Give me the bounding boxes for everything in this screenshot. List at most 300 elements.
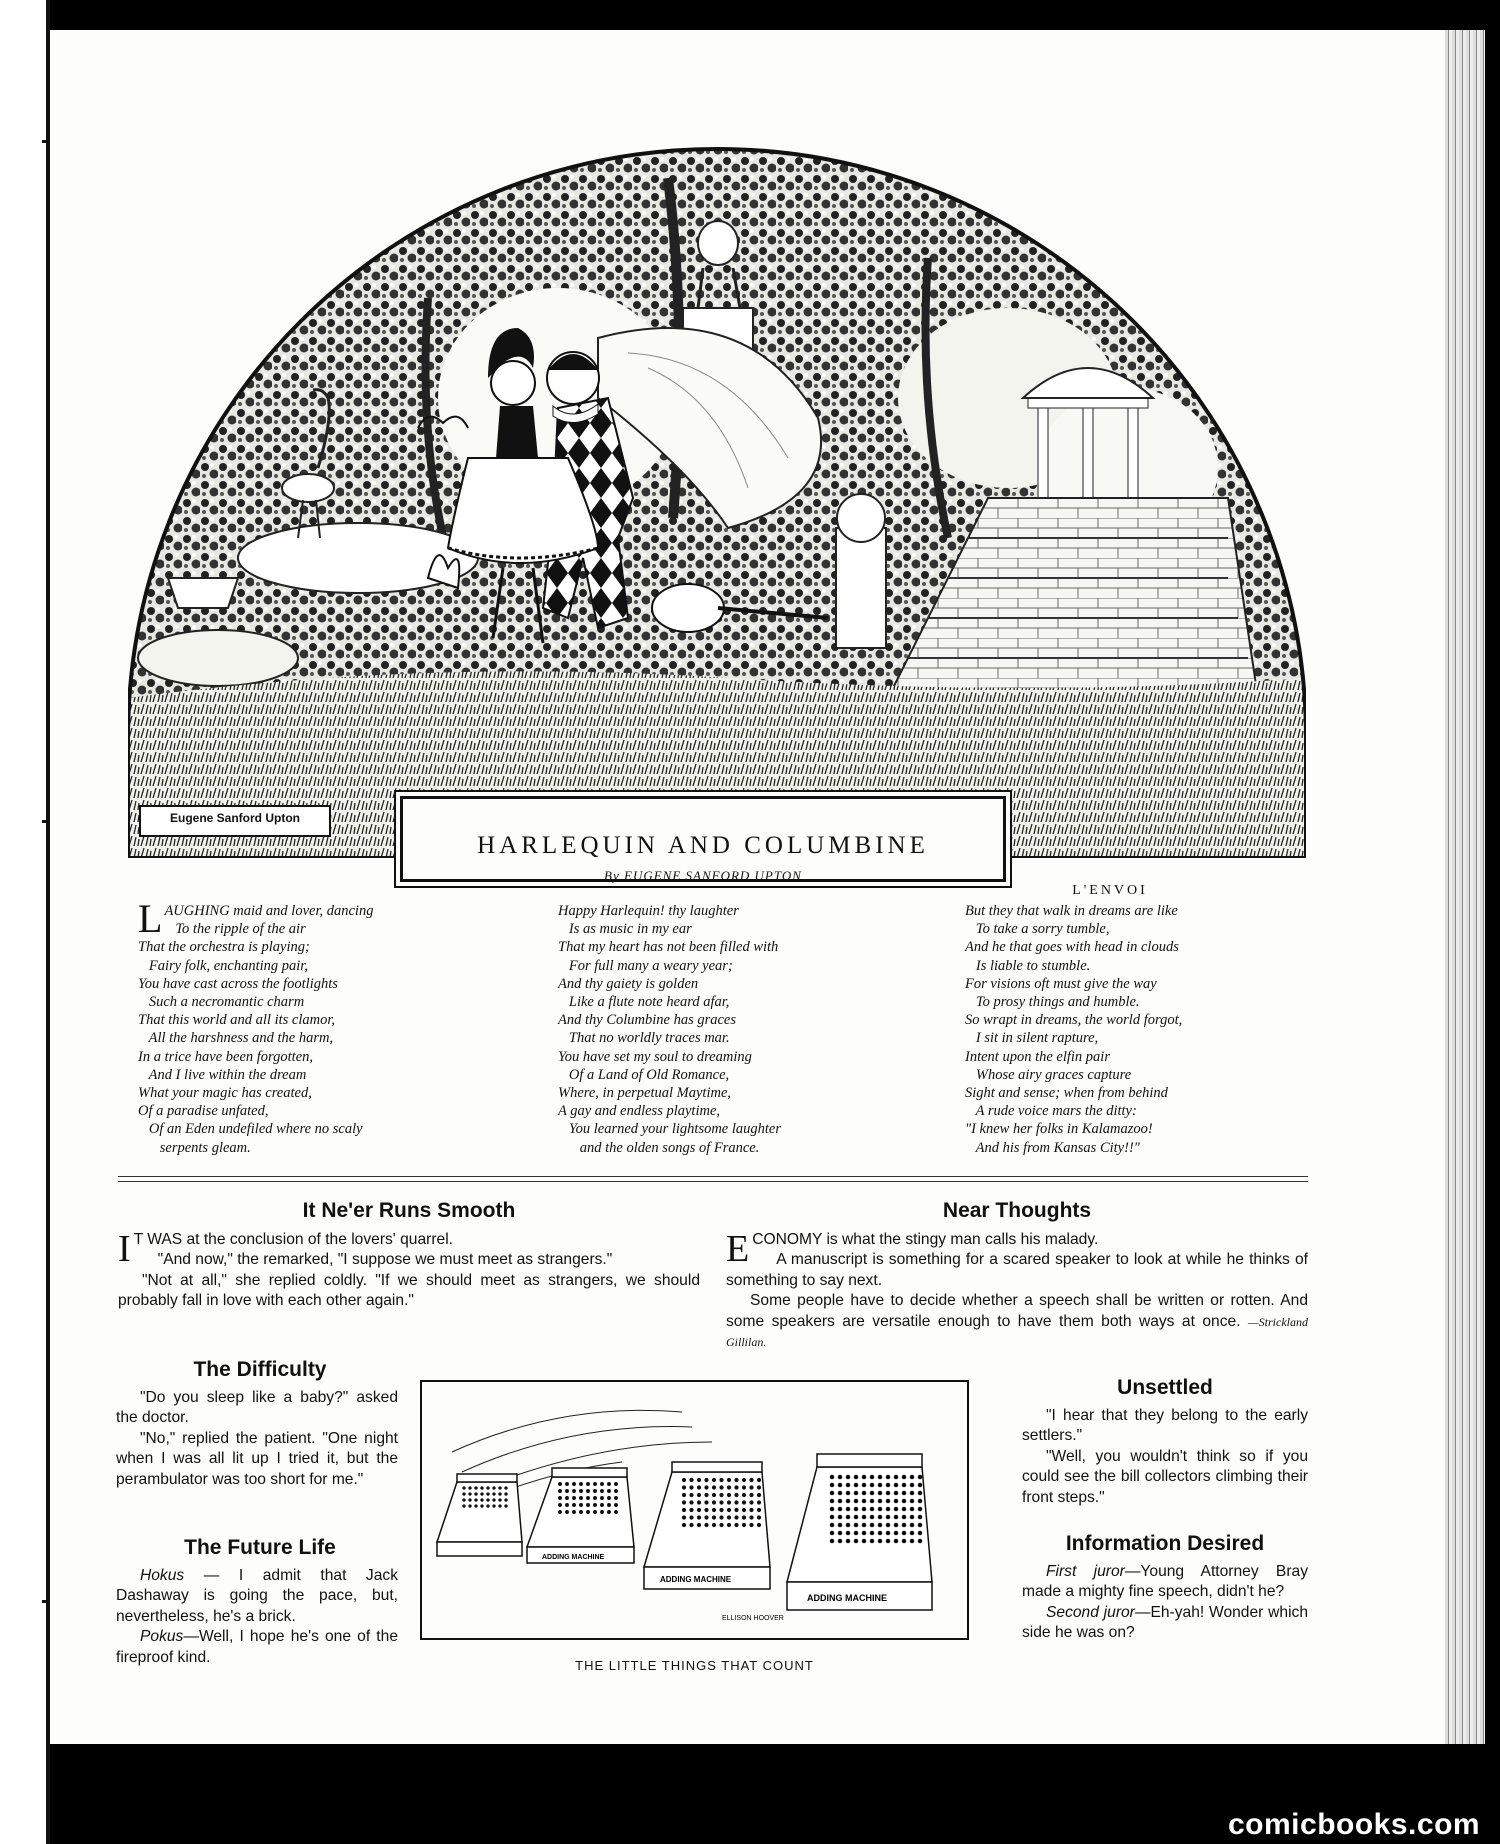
machine-key: [607, 1503, 611, 1507]
machine-key: [862, 1483, 866, 1487]
machine-key: [910, 1475, 914, 1479]
machine-key: [870, 1507, 874, 1511]
machine-key: [712, 1523, 716, 1527]
machine-key: [600, 1503, 604, 1507]
machine-key: [474, 1486, 477, 1489]
machine-key: [565, 1489, 569, 1493]
machine-key: [586, 1489, 590, 1493]
machine-key: [504, 1498, 507, 1501]
machine-key: [830, 1539, 834, 1543]
machine-key: [830, 1531, 834, 1535]
machine-key: [593, 1489, 597, 1493]
machine-key: [846, 1539, 850, 1543]
machine-key: [558, 1503, 562, 1507]
machine-key: [886, 1475, 890, 1479]
machine-key: [846, 1515, 850, 1519]
machine-key: [704, 1523, 708, 1527]
machine-key: [586, 1510, 590, 1514]
machine-key: [886, 1491, 890, 1495]
machine-key: [704, 1478, 708, 1482]
machine-key: [697, 1493, 701, 1497]
machine-key: [830, 1475, 834, 1479]
article-future-life: [116, 1566, 398, 1668]
machine-key: [607, 1496, 611, 1500]
speaker-name: Pokus: [140, 1628, 184, 1646]
machine-key: [558, 1489, 562, 1493]
machine-key: [498, 1504, 501, 1507]
machine-key: [742, 1478, 746, 1482]
machine-key: [894, 1499, 898, 1503]
machine-key: [878, 1539, 882, 1543]
dropcap: I: [118, 1228, 131, 1270]
machine-key: [878, 1475, 882, 1479]
machine-key: [462, 1504, 465, 1507]
machine-key: [830, 1523, 834, 1527]
machine-key: [742, 1485, 746, 1489]
machine-key: [614, 1510, 618, 1514]
machine-key: [734, 1478, 738, 1482]
machine-key: [838, 1531, 842, 1535]
machine-key: [862, 1531, 866, 1535]
machine-key: [854, 1491, 858, 1495]
machine-key: [607, 1510, 611, 1514]
machine-key: [757, 1508, 761, 1512]
machine-key: [579, 1482, 583, 1486]
machine-key: [918, 1499, 922, 1503]
machine-key: [504, 1486, 507, 1489]
machine-key: [727, 1485, 731, 1489]
machine-key: [918, 1515, 922, 1519]
machine-key: [878, 1531, 882, 1535]
machine-key: [870, 1515, 874, 1519]
machine-key: [704, 1493, 708, 1497]
machine-key: [910, 1499, 914, 1503]
machine-key: [607, 1482, 611, 1486]
machine-key: [870, 1475, 874, 1479]
machine-key: [600, 1510, 604, 1514]
machine-key: [894, 1507, 898, 1511]
machine-key: [697, 1508, 701, 1512]
machine-key: [614, 1489, 618, 1493]
machine-key: [830, 1483, 834, 1487]
machine-key: [742, 1523, 746, 1527]
machine-key: [862, 1499, 866, 1503]
machine-key: [712, 1508, 716, 1512]
article-title: Unsettled: [1117, 1376, 1213, 1399]
machine-key: [579, 1496, 583, 1500]
machine-key: [682, 1485, 686, 1489]
machine-key: [886, 1539, 890, 1543]
machine-key: [749, 1493, 753, 1497]
machine-key: [742, 1515, 746, 1519]
machine-key: [719, 1508, 723, 1512]
machine-key: [474, 1504, 477, 1507]
machine-key: [682, 1515, 686, 1519]
machine-key: [902, 1515, 906, 1519]
article-title: The Difficulty: [193, 1358, 327, 1381]
machine-key: [757, 1493, 761, 1497]
machine-key: [838, 1507, 842, 1511]
machine-key: [682, 1478, 686, 1482]
article-difficulty: [116, 1388, 398, 1490]
machine-key: [697, 1523, 701, 1527]
machine-key: [918, 1491, 922, 1495]
machine-key: [918, 1483, 922, 1487]
machine-key: [565, 1496, 569, 1500]
machine-key: [480, 1504, 483, 1507]
machine-key: [614, 1496, 618, 1500]
machine-key: [689, 1500, 693, 1504]
machine-key: [579, 1503, 583, 1507]
machine-key: [697, 1500, 701, 1504]
machine-key: [838, 1499, 842, 1503]
machine-key: [719, 1523, 723, 1527]
machine-key: [492, 1498, 495, 1501]
author-credit: —Strickland Gillilan.: [726, 1314, 1308, 1350]
machine-key: [734, 1515, 738, 1519]
machine-key: [600, 1496, 604, 1500]
machine-key: [862, 1515, 866, 1519]
machine-key: [712, 1515, 716, 1519]
paragraph: "No," replied the patient. "One night when I was all lit up I tried it, but the perambulator was too short for me.": [116, 1429, 398, 1488]
machine-key: [689, 1478, 693, 1482]
machine-key: [492, 1504, 495, 1507]
machine-key: [586, 1503, 590, 1507]
machine-key: [870, 1499, 874, 1503]
speaker-name: Second juror: [1046, 1603, 1135, 1621]
machine-key: [498, 1498, 501, 1501]
paragraph: "And now," the remarked, "I suppose we must meet as strangers.": [157, 1251, 613, 1269]
article-near-thoughts: [726, 1230, 1308, 1352]
left-page-edge: [0, 0, 48, 1844]
machine-key: [712, 1478, 716, 1482]
machine-key: [682, 1523, 686, 1527]
machine-key: [492, 1486, 495, 1489]
machine-key: [586, 1482, 590, 1486]
machine-key: [727, 1500, 731, 1504]
machine-key: [878, 1491, 882, 1495]
machine-key: [854, 1515, 858, 1519]
machine-key: [830, 1491, 834, 1495]
machine-key: [504, 1504, 507, 1507]
machine-key: [572, 1503, 576, 1507]
machine-key: [704, 1485, 708, 1489]
poem-title: HARLEQUIN AND COLUMBINE: [477, 832, 929, 859]
machine-key: [742, 1493, 746, 1497]
machine-key: [830, 1507, 834, 1511]
machine-key: [838, 1515, 842, 1519]
poem-column-1: [138, 896, 483, 1157]
machine-key: [742, 1508, 746, 1512]
machine-key: [886, 1507, 890, 1511]
machine-key: [486, 1492, 489, 1495]
poem-column-2: Happy Harlequin! thy laughter Is as music in my ear That my heart has not been filled with For full many a weary year; And thy gaiety is golden Like a flute note heard afar, And thy Columbine has graces That no worldly traces mar. You have set my soul to dreaming Of a Land of Old Romance, Where, in perpetual Maytime, A gay and endless playtime, You learned your lightsome laughter and the olden songs of France.: [558, 903, 782, 1156]
machine-key: [712, 1485, 716, 1489]
machine-key: [830, 1499, 834, 1503]
machine-key: [894, 1515, 898, 1519]
machine-key: [486, 1486, 489, 1489]
machine-key: [697, 1515, 701, 1519]
machine-key: [870, 1483, 874, 1487]
machine-key: [757, 1500, 761, 1504]
machine-key: [712, 1500, 716, 1504]
machine-key: [565, 1482, 569, 1486]
machine-key: [689, 1485, 693, 1489]
paragraph: T WAS at the conclusion of the lovers' quarrel.: [133, 1231, 453, 1248]
machine-key: [558, 1482, 562, 1486]
machine-key: [727, 1478, 731, 1482]
machine-key: [719, 1515, 723, 1519]
machine-key: [886, 1499, 890, 1503]
article-title: Information Desired: [1065, 1532, 1265, 1555]
machine-key: [910, 1531, 914, 1535]
paragraph: "Not at all," she replied coldly. "If we should meet as strangers, we should probably fall in love with each other again.": [118, 1271, 700, 1310]
machine-key: [886, 1515, 890, 1519]
machine-key: [870, 1523, 874, 1527]
machine-key: [910, 1523, 914, 1527]
machine-key: [902, 1491, 906, 1495]
machine-key: [558, 1510, 562, 1514]
machine-key: [749, 1478, 753, 1482]
machine-key: [830, 1515, 834, 1519]
machine-key: [689, 1515, 693, 1519]
machine-key: [918, 1507, 922, 1511]
machine-key: [894, 1491, 898, 1495]
machine-key: [749, 1485, 753, 1489]
cartoon-caption: THE LITTLE THINGS THAT COUNT: [575, 1658, 814, 1673]
paragraph: A manuscript is something for a scared speaker to look at while he thinks of something to say next.: [726, 1251, 1308, 1289]
paragraph: "Well, you wouldn't think so if you could see the bill collectors climbing their front steps.": [1022, 1447, 1308, 1506]
machine-key: [572, 1489, 576, 1493]
machine-key: [862, 1523, 866, 1527]
machine-key: [558, 1496, 562, 1500]
machine-key: [689, 1493, 693, 1497]
machine-key: [682, 1508, 686, 1512]
machine-key: [572, 1496, 576, 1500]
machine-key: [894, 1539, 898, 1543]
poem-stanza-1: AUGHING maid and lover, dancing To the ripple of the air That the orchestra is playing; Fairy folk, enchanting pair, You have cast across the footlights Such a necromantic charm That this world and all its clamor, All the harshness and the harm, In a trice have been forgotten, And I live within the dream What your magic has created, Of a paradise unfated, Of an Eden undefiled where no scaly serpents gleam.: [138, 903, 374, 1156]
machine-key: [838, 1475, 842, 1479]
machine-key: [902, 1483, 906, 1487]
poem-dropcap: L: [138, 896, 163, 941]
machine-key: [704, 1508, 708, 1512]
envoi-title: L'ENVOI: [1072, 883, 1148, 898]
machine-key: [846, 1499, 850, 1503]
adding-machine-small: [437, 1474, 522, 1556]
adding-machines-cartoon: [420, 1380, 969, 1640]
machine-key: [593, 1510, 597, 1514]
machine-key: [727, 1508, 731, 1512]
machine-key: [697, 1485, 701, 1489]
machine-key: [480, 1492, 483, 1495]
harlequin-illustration: [128, 138, 1306, 858]
section-divider: [118, 1181, 1308, 1182]
machine-key: [878, 1507, 882, 1511]
machine-label: ADDING MACHINE: [660, 1575, 732, 1584]
machine-key: [579, 1489, 583, 1493]
machine-key: [600, 1482, 604, 1486]
machine-key: [878, 1499, 882, 1503]
machine-key: [682, 1500, 686, 1504]
machine-key: [838, 1491, 842, 1495]
machine-key: [734, 1493, 738, 1497]
machine-key: [498, 1492, 501, 1495]
article-title: The Future Life: [184, 1536, 336, 1559]
machine-key: [498, 1486, 501, 1489]
paragraph: —Young Attorney Bray made a mighty fine speech, didn't he?: [1022, 1563, 1308, 1601]
machine-key: [854, 1483, 858, 1487]
machine-key: [757, 1478, 761, 1482]
machine-key: [749, 1508, 753, 1512]
machine-key: [462, 1486, 465, 1489]
machine-key: [734, 1523, 738, 1527]
machine-key: [918, 1539, 922, 1543]
machine-key: [565, 1510, 569, 1514]
machine-key: [742, 1500, 746, 1504]
machine-key: [757, 1485, 761, 1489]
machine-key: [910, 1539, 914, 1543]
illustrator-signature: Eugene Sanford Upton: [170, 811, 300, 825]
watermark: comicbooks.com: [1228, 1808, 1481, 1841]
machine-key: [918, 1523, 922, 1527]
article-information-desired: [1022, 1562, 1308, 1644]
machine-key: [719, 1493, 723, 1497]
machine-label: ADDING MACHINE: [542, 1554, 605, 1561]
machine-key: [689, 1508, 693, 1512]
machine-key: [486, 1498, 489, 1501]
machine-key: [918, 1531, 922, 1535]
machine-key: [462, 1492, 465, 1495]
machine-key: [910, 1483, 914, 1487]
machine-key: [846, 1475, 850, 1479]
machine-key: [894, 1531, 898, 1535]
machine-key: [870, 1531, 874, 1535]
machine-label: ADDING MACHINE: [807, 1593, 887, 1603]
machine-key: [854, 1507, 858, 1511]
machine-key: [468, 1498, 471, 1501]
machine-key: [886, 1523, 890, 1527]
machine-key: [504, 1492, 507, 1495]
machine-key: [462, 1498, 465, 1501]
machine-key: [862, 1507, 866, 1511]
machine-key: [572, 1482, 576, 1486]
machine-key: [749, 1523, 753, 1527]
machine-key: [600, 1489, 604, 1493]
machine-key: [593, 1503, 597, 1507]
machine-key: [878, 1523, 882, 1527]
machine-key: [565, 1503, 569, 1507]
machine-key: [854, 1531, 858, 1535]
machine-key: [682, 1493, 686, 1497]
machine-key: [480, 1486, 483, 1489]
machine-key: [734, 1508, 738, 1512]
article-title: Near Thoughts: [942, 1199, 1092, 1222]
paragraph: —Eh-yah! Wonder which side he was on?: [1022, 1603, 1309, 1642]
machine-key: [870, 1491, 874, 1495]
machine-key: [854, 1523, 858, 1527]
machine-key: [727, 1515, 731, 1519]
machine-key: [593, 1482, 597, 1486]
paragraph: — I admit that Jack Dashaway is going the pace, but, nevertheless, he's a brick.: [116, 1567, 398, 1625]
speaker-name: First juror: [1046, 1563, 1125, 1580]
machine-key: [727, 1493, 731, 1497]
poem-column-3: But they that walk in dreams are like To take a sorry tumble, And he that goes with head in clouds Is liable to stumble. For visions oft must give the way To prosy things and humble. So wrapt in dreams, the world forgot, I sit in silent rapture, Intent upon the elfin pair Whose airy graces capture Sight and sense; when from behind A rude voice mars the ditty: "I knew her folks in Kalamazoo! And his from Kansas City!!": [965, 903, 1183, 1156]
machine-key: [704, 1515, 708, 1519]
machine-key: [910, 1515, 914, 1519]
machine-key: [854, 1539, 858, 1543]
machine-key: [854, 1499, 858, 1503]
machine-key: [894, 1483, 898, 1487]
machine-key: [474, 1498, 477, 1501]
machine-key: [468, 1492, 471, 1495]
machine-key: [878, 1483, 882, 1487]
machine-key: [886, 1531, 890, 1535]
machine-key: [878, 1515, 882, 1519]
machine-key: [838, 1483, 842, 1487]
machine-key: [727, 1523, 731, 1527]
machine-key: [719, 1478, 723, 1482]
machine-key: [614, 1482, 618, 1486]
machine-key: [894, 1475, 898, 1479]
machine-key: [593, 1496, 597, 1500]
cartoonist-signature: ELLISON HOOVER: [722, 1615, 784, 1622]
machine-key: [734, 1500, 738, 1504]
machine-key: [586, 1496, 590, 1500]
machine-key: [838, 1523, 842, 1527]
machine-key: [749, 1500, 753, 1504]
machine-key: [757, 1515, 761, 1519]
machine-key: [846, 1491, 850, 1495]
dropcap: E: [726, 1228, 750, 1270]
machine-key: [854, 1475, 858, 1479]
machine-key: [607, 1489, 611, 1493]
article-smooth: [118, 1230, 700, 1312]
machine-key: [862, 1539, 866, 1543]
machine-key: [734, 1485, 738, 1489]
machine-key: [886, 1483, 890, 1487]
machine-key: [918, 1475, 922, 1479]
poem-byline: By EUGENE SANFORD UPTON: [604, 868, 802, 883]
machine-key: [480, 1498, 483, 1501]
paragraph: "I hear that they belong to the early settlers.": [1022, 1407, 1308, 1445]
machine-key: [910, 1507, 914, 1511]
machine-key: [910, 1491, 914, 1495]
machine-key: [468, 1504, 471, 1507]
machine-key: [614, 1503, 618, 1507]
machine-key: [870, 1539, 874, 1543]
speaker-name: Hokus: [140, 1567, 185, 1584]
machine-key: [712, 1493, 716, 1497]
section-divider: [118, 1176, 1308, 1177]
machine-key: [579, 1510, 583, 1514]
machine-key: [902, 1499, 906, 1503]
machine-key: [486, 1504, 489, 1507]
machine-key: [749, 1515, 753, 1519]
machine-key: [862, 1491, 866, 1495]
article-title: It Ne'er Runs Smooth: [302, 1199, 516, 1222]
machine-key: [572, 1510, 576, 1514]
paragraph: CONOMY is what the stingy man calls his malady.: [752, 1231, 1099, 1248]
machine-key: [894, 1523, 898, 1527]
book-spine: [1445, 30, 1485, 1744]
machine-key: [719, 1485, 723, 1489]
machine-key: [474, 1492, 477, 1495]
machine-key: [468, 1486, 471, 1489]
machine-key: [689, 1523, 693, 1527]
machine-key: [838, 1539, 842, 1543]
paragraph: Some people have to decide whether a speech shall be written or rotten. And some speakers are versatile enough to have them both ways at once.: [726, 1292, 1308, 1330]
machine-key: [902, 1507, 906, 1511]
